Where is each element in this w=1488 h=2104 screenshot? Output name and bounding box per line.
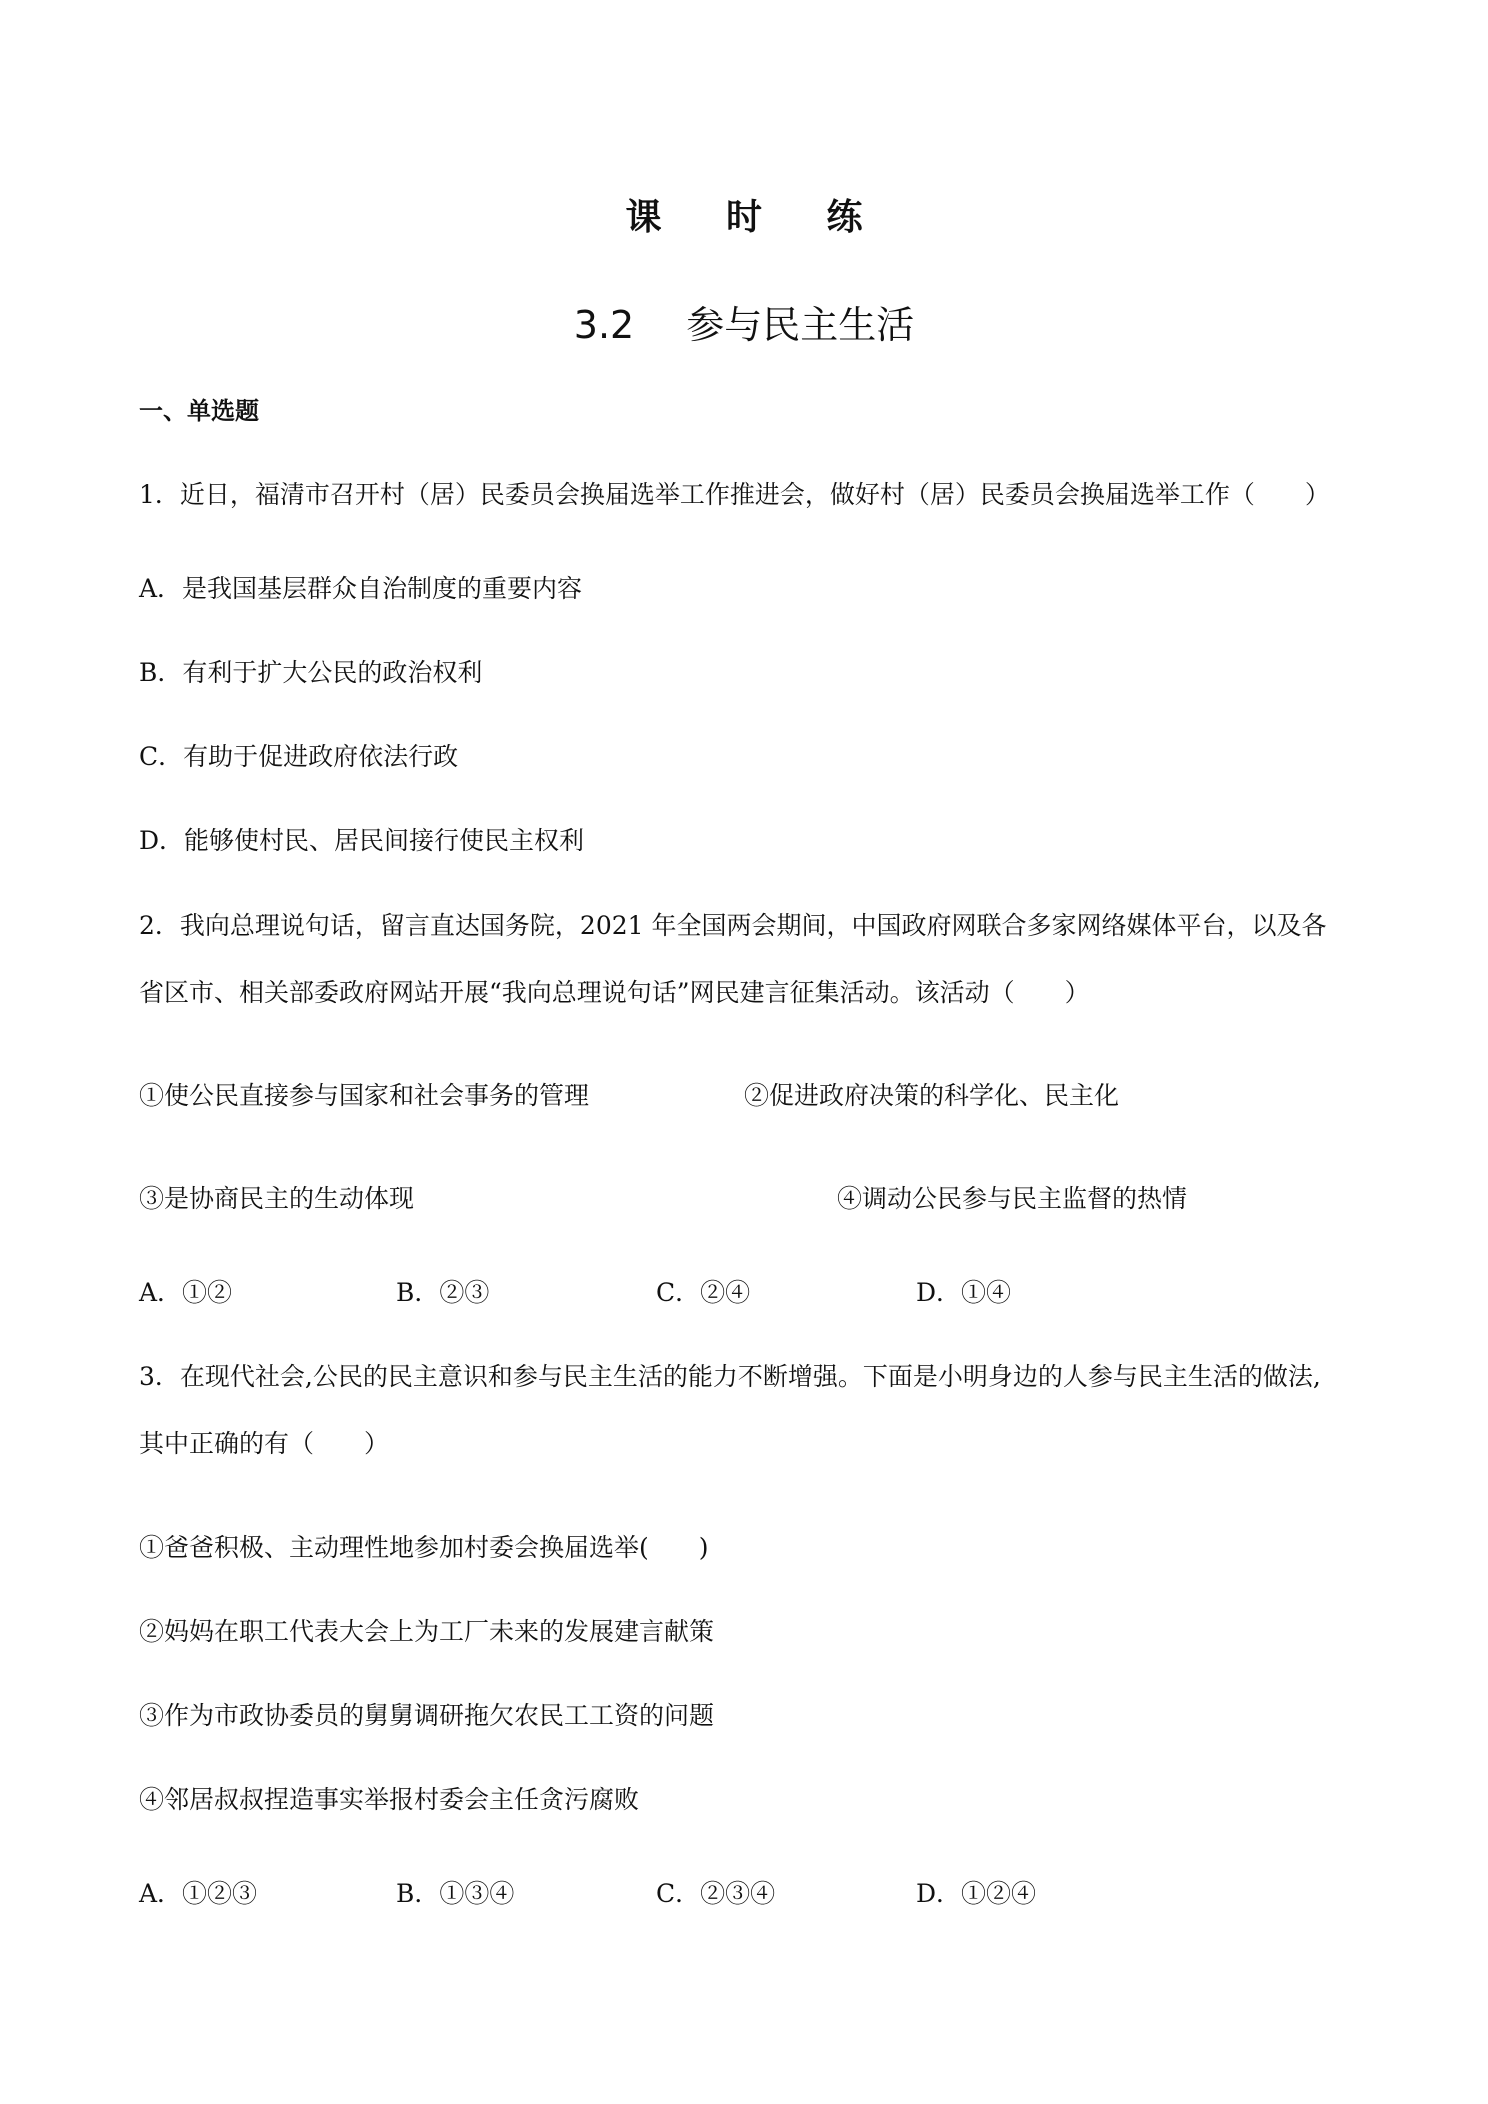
question-2-choice-a: A．①② — [139, 1278, 233, 1307]
question-2-choice-c: C．②④ — [656, 1278, 751, 1307]
question-2-stem-line-1: 2．我向总理说句话，留言直达国务院，2021 年全国两会期间，中国政府网联合多家网络媒体平台，以及各 — [139, 911, 1327, 940]
question-1-option-a: A．是我国基层群众自治制度的重要内容 — [139, 574, 583, 603]
question-1-option-d: D．能够使村民、居民间接行使民主权利 — [139, 826, 585, 855]
question-3-statement-3: ③作为市政协委员的舅舅调研拖欠农民工工资的问题 — [139, 1701, 715, 1730]
question-2-statement-3: ③是协商民主的生动体现 — [139, 1184, 415, 1213]
question-3-statement-4: ④邻居叔叔捏造事实举报村委会主任贪污腐败 — [139, 1785, 640, 1814]
question-3-choice-d: D．①②④ — [916, 1879, 1037, 1908]
question-3-stem-line-1: 3．在现代社会,公民的民主意识和参与民主生活的能力不断增强。下面是小明身边的人参与民主生活的做法, — [139, 1362, 1321, 1391]
lesson-title: 参与民主生活 — [686, 303, 915, 347]
question-2-statement-4: ④调动公民参与民主监督的热情 — [837, 1184, 1188, 1213]
question-3-statement-1: ①爸爸积极、主动理性地参加村委会换届选举( ) — [139, 1533, 709, 1562]
section-heading: 一、单选题 — [139, 397, 259, 425]
question-2-choice-b: B．②③ — [396, 1278, 490, 1307]
page-title: 课 时 练 — [625, 197, 889, 238]
question-3-choice-b: B．①③④ — [396, 1879, 515, 1908]
question-3-statement-2: ②妈妈在职工代表大会上为工厂未来的发展建言献策 — [139, 1617, 715, 1646]
question-2-choice-d: D．①④ — [916, 1278, 1012, 1307]
question-1-option-c: C．有助于促进政府依法行政 — [139, 742, 459, 771]
lesson-number: 3.2 — [573, 303, 635, 347]
question-2-statement-2: ②促进政府决策的科学化、民主化 — [744, 1081, 1120, 1110]
lesson-heading — [0, 298, 1488, 352]
question-2-stem-line-2: 省区市、相关部委政府网站开展“我向总理说句话”网民建言征集活动。该活动（ ） — [139, 978, 1090, 1007]
question-1-stem: 1．近日，福清市召开村（居）民委员会换届选举工作推进会，做好村（居）民委员会换届选举工作（ ） — [139, 480, 1330, 509]
question-3-stem-line-2: 其中正确的有（ ） — [139, 1429, 390, 1458]
question-2-statement-1: ①使公民直接参与国家和社会事务的管理 — [139, 1081, 590, 1110]
question-3-choice-c: C．②③④ — [656, 1879, 776, 1908]
question-1-option-b: B．有利于扩大公民的政治权利 — [139, 658, 483, 687]
question-3-choice-a: A．①②③ — [139, 1879, 258, 1908]
